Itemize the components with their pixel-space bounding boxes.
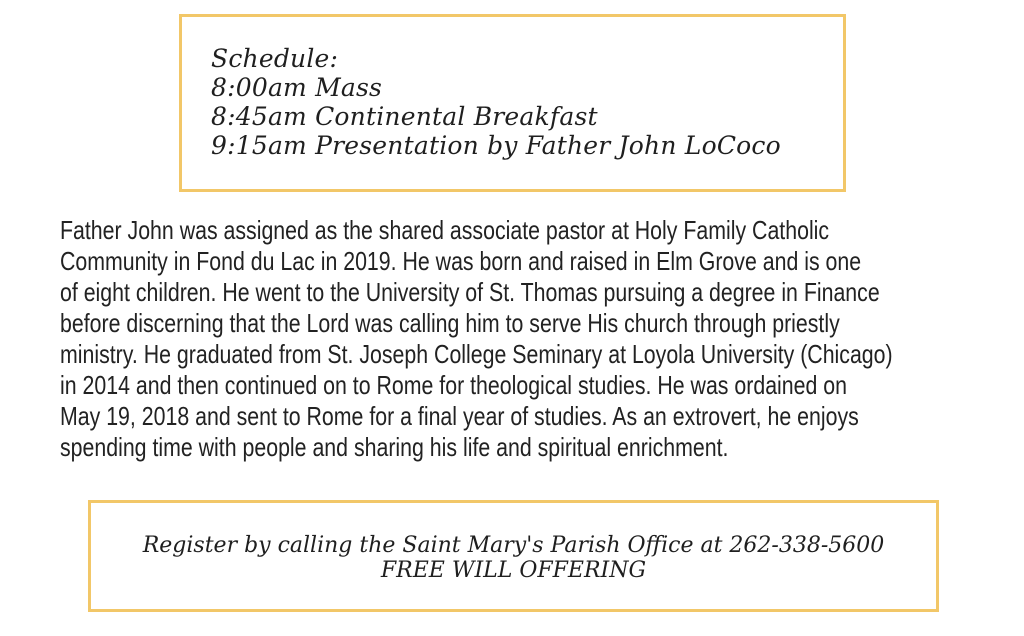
bio-line: spending time with people and sharing his life and spiritual enrichment. <box>60 432 729 462</box>
schedule-item-presentation: 9:15am Presentation by Father John LoCoco <box>211 131 781 160</box>
free-will-offering: FREE WILL OFFERING <box>380 558 647 583</box>
bio-line: May 19, 2018 and sent to Rome for a final year of studies. As an extrovert, he enjoys <box>60 401 859 431</box>
bio-paragraph <box>60 215 893 463</box>
bio-line: Father John was assigned as the shared associate pastor at Holy Family Catholic <box>60 215 830 245</box>
bio-line: of eight children. He went to the University of St. Thomas pursuing a degree in Finance <box>60 277 880 307</box>
schedule-heading: Schedule: <box>211 44 339 73</box>
schedule-item-breakfast: 8:45am Continental Breakfast <box>211 102 598 131</box>
bio-line: ministry. He graduated from St. Joseph College Seminary at Loyola University (Chicago) <box>60 339 893 369</box>
register-instructions: Register by calling the Saint Mary's Parish Office at 262-338-5600 <box>142 533 885 558</box>
schedule-item-mass: 8:00am Mass <box>211 73 383 102</box>
bio-line: before discerning that the Lord was calling him to serve His church through priestly <box>60 308 840 338</box>
register-box <box>88 500 939 612</box>
bio-line: in 2014 and then continued on to Rome for theological studies. He was ordained on <box>60 370 848 400</box>
schedule-box <box>179 14 846 192</box>
bio-line: Community in Fond du Lac in 2019. He was born and raised in Elm Grove and is one <box>60 246 862 276</box>
